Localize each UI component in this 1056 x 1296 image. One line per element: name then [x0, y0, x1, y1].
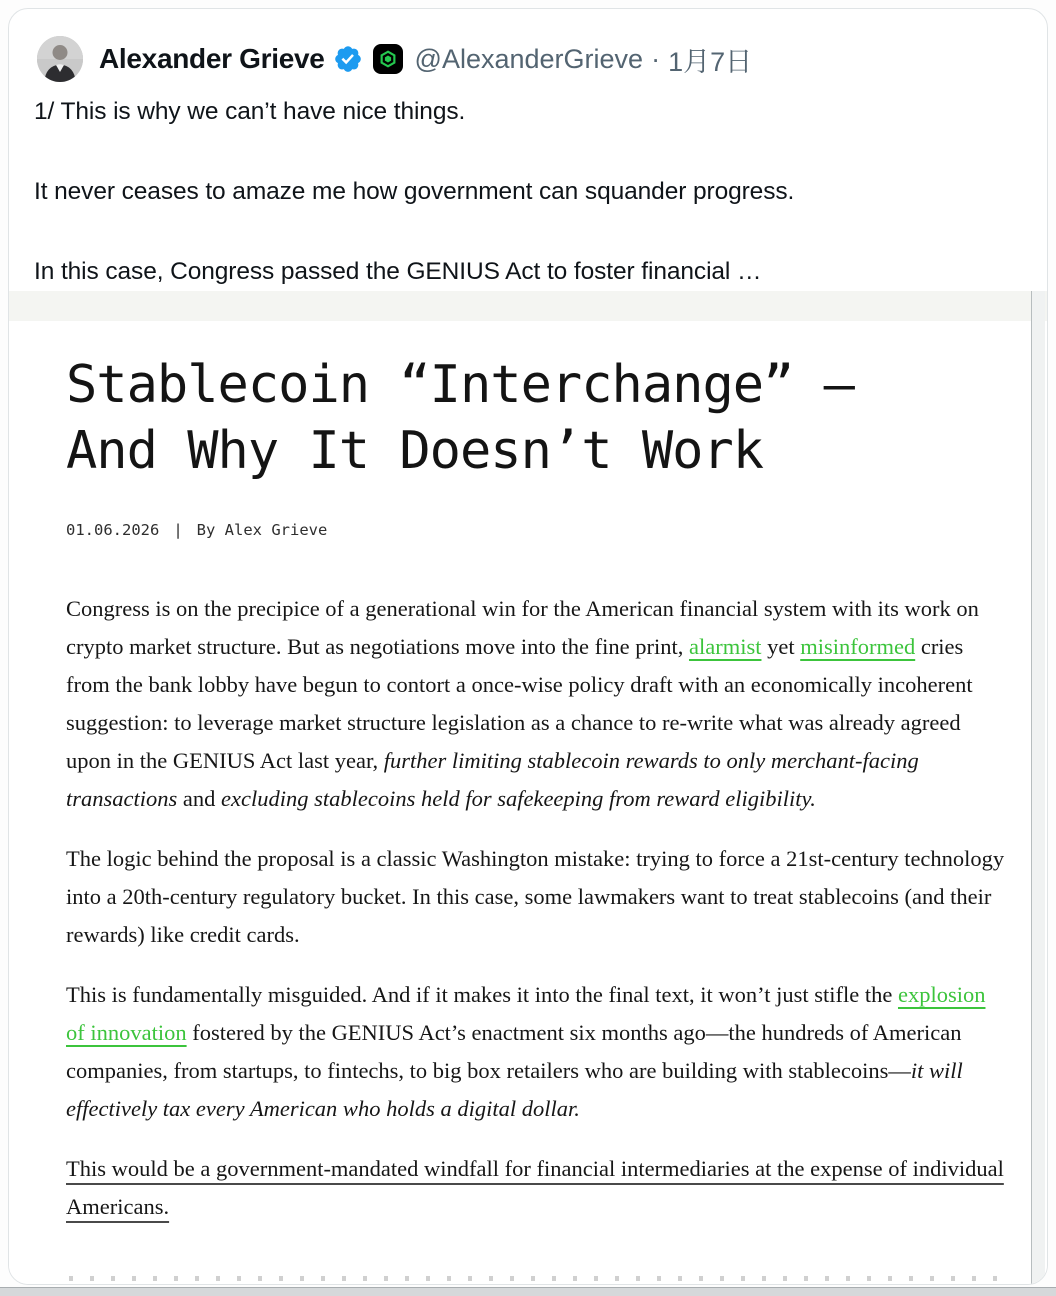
text-segment: This is fundamentally misguided. And if it makes it into the final text, it won’t just stifle the — [66, 982, 898, 1007]
verified-badge-icon — [333, 44, 363, 74]
tweet-text — [9, 82, 1047, 287]
article-top-strip — [9, 291, 1047, 321]
tweet-header — [9, 9, 1047, 82]
article-byline: By Alex Grieve — [196, 521, 328, 539]
page-bottom-strip — [0, 1287, 1056, 1296]
text-segment: The logic behind the proposal is a classic Washington mistake: trying to force a 21st-century technology into a 20th-century regulatory bucket. In this case, some lawmakers want to treat stablecoins (and their rewards) like credit cards. — [66, 846, 1005, 947]
text-segment: yet — [761, 634, 801, 659]
article-date: 01.06.2026 — [66, 521, 160, 539]
article-link[interactable]: alarmist — [688, 634, 762, 659]
tweet-date[interactable]: 1月7日 — [668, 46, 753, 77]
affiliate-org-badge[interactable] — [373, 44, 403, 74]
text-segment: and — [177, 786, 222, 811]
text-segment: fostered by the GENIUS Act’s enactment six months ago—the hundreds of American companies, from startups, to fintechs, to big box retailers who are building with stablecoins— — [66, 1020, 962, 1083]
author-name[interactable]: Alexander Grieve — [99, 43, 325, 74]
avatar[interactable] — [37, 36, 83, 82]
article-paragraph — [66, 590, 1008, 818]
article-paragraph — [66, 976, 1008, 1128]
embedded-article-screenshot[interactable] — [9, 291, 1047, 1284]
avatar-portrait-image — [37, 36, 83, 82]
green-hexagon-icon — [378, 49, 398, 69]
article-link[interactable]: misinformed — [800, 634, 916, 659]
dot-separator: · — [651, 43, 661, 74]
article-body — [66, 590, 1008, 1226]
text-segment: Congress is on the precipice of a generational win for the American financial system with its work on crypto market structure. But as negotiations move into the fine print, — [66, 596, 979, 659]
text-segment: This would be a government-mandated windfall for financial intermediaries at the expense of individual Americans. — [66, 1156, 1004, 1219]
article-scrollbar-track — [1031, 291, 1045, 1284]
article-content — [9, 321, 1047, 1226]
article-meta — [66, 521, 947, 539]
cutoff-text-row — [69, 1276, 1007, 1281]
text-segment: excluding stablecoins held for safekeeping from reward eligibility. — [221, 786, 816, 811]
text-segment: it will effectively tax every American who holds a digital dollar. — [66, 1058, 963, 1121]
text-segment: further limiting stablecoin rewards to only merchant-facing transactions — [66, 748, 919, 811]
article-paragraph — [66, 840, 1008, 954]
article-paragraph — [66, 1150, 1008, 1226]
tweet-line: It never ceases to amaze me how government can squander progress. — [34, 178, 795, 205]
handle-block — [415, 40, 753, 79]
text-segment: cries from the bank lobby have begun to contort a once-wise policy draft with an economically incoherent suggestion: to leverage market structure legislation as a chance to re-write what was already agreed upon in the GENIUS Act last year, — [66, 634, 973, 773]
tweet-card — [8, 8, 1048, 1285]
article-link[interactable]: explosion of innovation — [66, 982, 986, 1045]
article-title: Stablecoin “Interchange” — And Why It Doesn’t Work — [66, 355, 854, 481]
tweet-line: 1/ This is why we can’t have nice things. — [34, 98, 466, 125]
user-handle[interactable]: @AlexanderGrieve — [414, 43, 644, 74]
meta-separator: | — [173, 521, 183, 539]
tweet-line: In this case, Congress passed the GENIUS Act to foster financial … — [34, 258, 762, 285]
